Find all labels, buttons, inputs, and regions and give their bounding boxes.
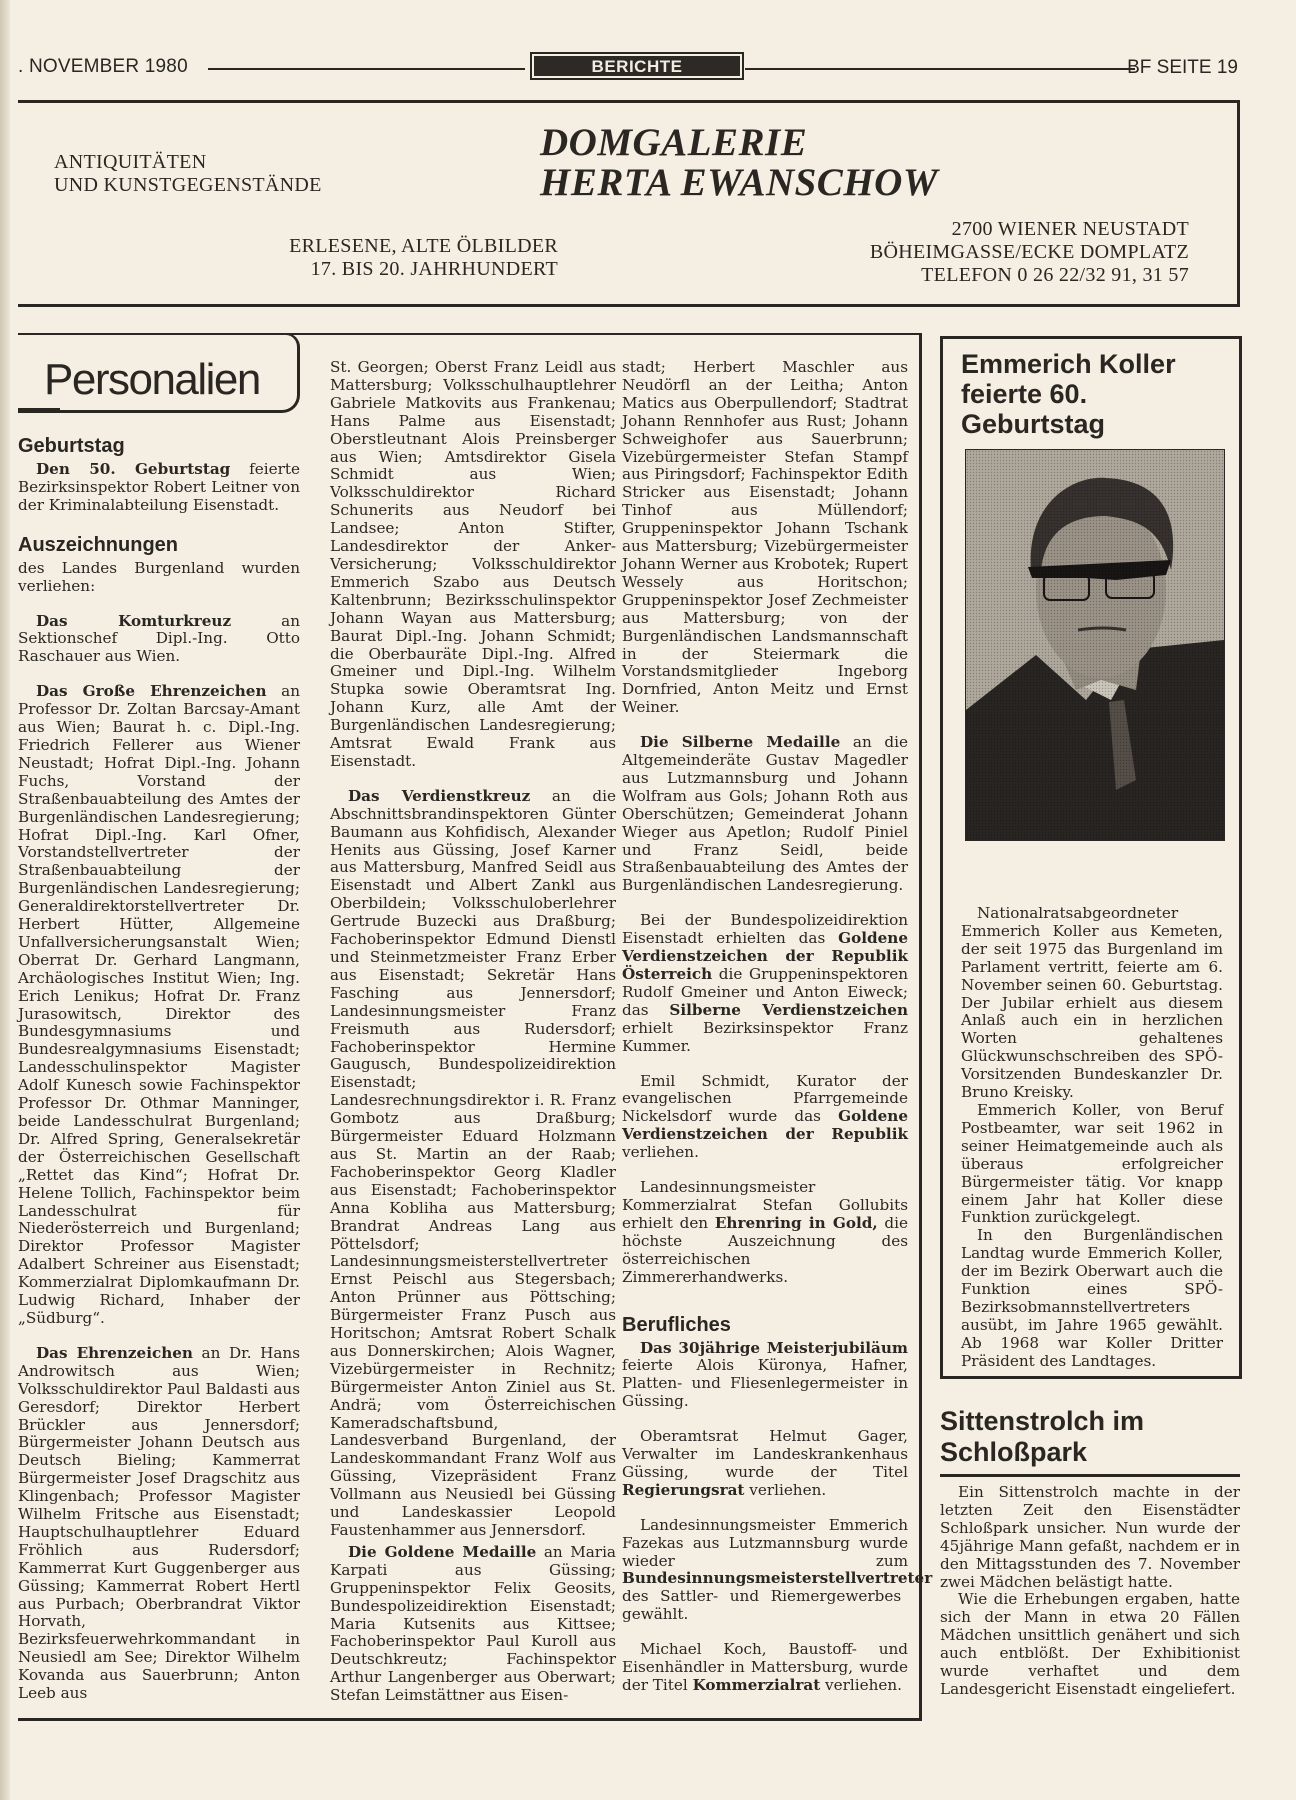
- header-rule-left: [208, 68, 525, 70]
- ad-address: [870, 218, 1189, 287]
- text: an die Altgemeinderäte Gustav Magedler aus Lutzmannsburg und Johann Wolfram aus Gols; Johann Roth aus Oberschützen; Gemeinderat Johann Wieger aus Apetlon; Rudolf Piniel und Franz Seidl, beide Straßenbauabteilung des Amtes der Burgenländischen Landesregierung.: [622, 733, 908, 895]
- text: die Gruppeninspektoren Rudolf Gmeiner und Anton Eiweck; das: [622, 965, 908, 1019]
- text: feierte Alois Küronya, Hafner, Platten- und Fliesenlegermeister in Güssing.: [622, 1356, 908, 1411]
- page-number: BF SEITE 19: [1127, 57, 1238, 78]
- bold-lead: Das 30jährige Meisterjubiläum: [640, 1338, 908, 1357]
- running-header: [18, 52, 1238, 82]
- paragraph: des Landes Burgenland wurden verliehen:: [18, 558, 300, 595]
- bold-text: Silberne Verdienstzeichen: [669, 1000, 908, 1019]
- koller-article-text: [961, 905, 1223, 1371]
- text: Michael Koch, Baustoff- und Eisenhändler in Mattersburg, wurde der Titel: [622, 1640, 908, 1694]
- text: Landesinnungsmeister Kommerzialrat Stefan Gollubits erhielt den: [622, 1178, 908, 1232]
- koller-portrait-photo: [965, 449, 1225, 841]
- section-badge: [530, 52, 744, 80]
- paragraph: In den Burgenländischen Landtag wurde Emmerich Koller, der im Bezirk Oberwart auch die Funktion eines SPÖ-Bezirksobmannstellvertreters ausübt, im Jahre 1965 gewählt. Ab 1968 war Koller Dritter Präsident des Landtages.: [961, 1226, 1223, 1370]
- issue-date: . NOVEMBER 1980: [18, 56, 188, 77]
- sittenstrolch-article: [940, 1406, 1240, 1699]
- section-label: BERICHTE: [534, 56, 740, 76]
- personalien-title: Personalien: [44, 355, 260, 404]
- bold-text: Regierungsrat: [622, 1480, 745, 1499]
- section-heading-geburtstag: Geburtstag: [18, 435, 125, 457]
- paragraph: Nationalratsabgeordneter Emmerich Koller aus Kemeten, der seit 1975 das Burgenland im Parlament vertritt, feierte am 6. November seinen 60. Geburtstag. Der Jubilar erhielt aus diesem Anlaß auch ein in herzlichen Worten gehaltenes Glückwunschschreiben des SPÖ-Vorsitzenden Bundeskanzler Dr. Bruno Kreisky.: [961, 904, 1223, 1102]
- bold-lead: Das Ehrenzeichen: [36, 1343, 193, 1362]
- bold-lead: Den 50. Geburtstag: [36, 460, 231, 478]
- paragraph: [330, 788, 616, 1540]
- paragraph: [622, 1179, 908, 1286]
- ad-address-line: 2700 WIENER NEUSTADT: [951, 218, 1189, 240]
- paragraph: [622, 1073, 908, 1163]
- paragraph: [330, 1544, 616, 1705]
- gallery-advertisement: [18, 100, 1240, 307]
- article-column-3: [622, 358, 933, 1695]
- bold-lead: Die Goldene Medaille: [348, 1542, 537, 1561]
- ad-tagline-line: UND KUNSTGEGENSTÄNDE: [54, 174, 322, 196]
- bold-lead: Das Verdienstkreuz: [348, 786, 531, 805]
- portrait-image: [966, 450, 1224, 840]
- text: an Sektionschef Dipl.-Ing. Otto Raschauer aus Wien.: [18, 611, 300, 666]
- text: verliehen.: [622, 1143, 699, 1162]
- section-heading-berufliches: Berufliches: [622, 1313, 731, 1336]
- text: des Sattler- und Riemergewerbes gewählt.: [622, 1587, 902, 1624]
- text: verliehen.: [744, 1480, 827, 1499]
- paragraph: [18, 461, 300, 515]
- koller-birthday-box: [940, 336, 1242, 1379]
- paragraph: St. Georgen; Oberst Franz Leidl aus Mattersburg; Volksschulhauptlehrer Gabriele Matkovits aus Frankenau; Hans Palme aus Eisenstadt; Oberstleutnant Alois Preinsberger aus Wien; Amtsdirektor Gisela Schmidt aus Wien; Volksschuldirektor Richard Schunerits aus Neudorf bei Landsee; Anton Stifter, Landesdirektor der Anker-Versicherung; Volksschuldirektor Emmerich Szabo aus Deutsch Kaltenbrunn; Bezirksschulinspektor Johann Wayan aus Mattersburg; Baurat Dipl.-Ing. Johann Schmidt; die Oberbauräte Dipl.-Ing. Alfred Gmeiner und Dipl.-Ing. Wilhelm Stupka sowie Oberamtsrat Ing. Johann Kurz, alle Amt der Burgenländischen Landesregierung; Amtsrat Ewald Frank aus Eisenstadt.: [330, 358, 616, 770]
- paragraph: [18, 1345, 300, 1703]
- text: die höchste Auszeichnung des österreichischen Zimmererhandwerks.: [622, 1213, 908, 1286]
- paragraph: Ein Sittenstrolch machte in der letzten Zeit den Eisenstädter Schloßpark unsicher. Nun wurde der 45jährige Mann gefaßt, nachdem er in den Mittagsstunden des 7. November zwei Mädchen belästigt hatte.: [940, 1483, 1240, 1591]
- bold-lead: Das Große Ehrenzeichen: [36, 682, 267, 701]
- paragraph: [622, 1428, 908, 1500]
- text: an Professor Dr. Zoltan Barcsay-Amant aus Wien; Baurat h. c. Dipl.-Ing. Friedrich Fellerer aus Wiener Neustadt; Hofrat Dipl.-Ing. Johann Fuchs, Vorstand der Straßenbauabteilung des Amtes der Burgenländischen Landesregierung; Hofrat Dipl.-Ing. Karl Ofner, Vorstandstellvertreter der Straßenbauabteilung der Burgenländischen Landesregierung; Generaldirektorstellvertreter Dr. Herbert Hütter, Allgemeine Unfallversicherungsanstalt Wien; Oberrat Dr. Gerhard Langmann, Archäologisches Institut Wien; Ing. Erich Lenikus; Hofrat Dr. Franz Jurasowitsch, Direktor des Bundesgymnasiums und Bundesrealgymnasiums Eisenstadt; Landesschulinspektor Magister Adolf Kunesch sowie Fachinspektor Professor Dr. Othmar Manninger, beide Landesschulrat Burgenland; Dr. Alfred Spring, Generalsekretär der Österreichischen Gesellschaft „Rettet das Kind“; Hofrat Dr. Helene Tollich, Fachinspektor beim Landesschulrat für Niederösterreich und Burgenland; Direktor Professor Magister Adalbert Schreiner aus Eisenstadt; Kommerzialrat Diplomkaufmann Dr. Ludwig Richard, Inhaber der „Südburg“.: [18, 682, 300, 1327]
- paragraph: Emmerich Koller, von Beruf Postbeamter, war seit 1962 in seiner Heimatgemeinde auch als überaus erfolgreicher Bürgermeister tätig. Vor knapp einem Jahr hat Koller diese Funktion zurückgelegt.: [961, 1100, 1223, 1227]
- paragraph: stadt; Herbert Maschler aus Neudörfl an der Leitha; Anton Matics aus Oberpullendorf; Stadtrat Johann Rennhofer aus Rust; Johann Schweighofer aus Sauerbrunn; Vizebürgermeister Stefan Stampf aus Piringsdorf; Fachinspektor Edith Stricker aus Eisenstadt; Johann Tinhof aus Müllendorf; Gruppeninspektor Johann Tschank aus Mattersburg; Vizebürgermeister Johann Werner aus Krobotek; Rupert Wessely aus Horitschon; Gruppeninspektor Josef Zechmeister aus Mattersburg; von der Burgenländischen Landsmannschaft in der Steiermark die Vorstandsmitglieder Ingeborg Dornfried, Anton Meitz und Ernst Weiner.: [622, 358, 908, 717]
- sittenstrolch-text: [940, 1484, 1240, 1699]
- ad-brand-line: DOMGALERIE: [540, 121, 808, 164]
- bold-text: Goldene Verdienstzeichen der Republik: [622, 1107, 908, 1144]
- bold-text: Kommerzialrat: [692, 1676, 821, 1694]
- text: erhielt Bezirksinspektor Franz Kummer.: [622, 1018, 908, 1055]
- text: an die Abschnittsbrandinspektoren Günter Baumann aus Kohfidisch, Alexander Henits aus Güssing, Josef Karner aus Mattersburg, Manfred Seidl aus Eisenstadt und Albert Zankl aus Oberbildein; Volksschuloberlehrer Gertrude Buzecki aus Draßburg; Fachoberinspektor Edmund Dienstl und Steinmetzmeister Franz Erber aus Eisenstadt; Sekretär Hans Fasching aus Jennersdorf; Landesinnungsmeister Franz Freismuth aus Rudersdorf; Fachoberinspektor Hermine Gaugusch, Bundespolizeidirektion Eisenstadt; Landesrechnungsdirektor i. R. Franz Gombotz aus Draßburg; Bürgermeister Eduard Holzmann aus St. Martin an der Raab; Fachoberinspektor Georg Kladler aus Eisenstadt; Fachoberinspektor Anna Kobliha aus Mattersburg; Brandrat Andreas Lang aus Pöttelsdorf; Landesinnungsmeisterstellvertreter Ernst Peischl aus Stegersbach; Anton Prünner aus Pöttsching; Bürgermeister Franz Pusch aus Horitschon; Amtsrat Robert Schalk aus Donnerskirchen; Alois Wagner, Vizebürgermeister in Rechnitz; Bürgermeister Anton Ziniel aus St. Andrä; vom Österreichischen Kameradschaftsbund, Landesverband Burgenland, der Landeskommandant Franz Wolf aus Güssing, Vizepräsident Franz Vollmann aus Neusiedl bei Güssing und Landeskassier Leopold Faustenhammer aus Jennersdorf.: [330, 786, 617, 1539]
- bold-lead: Das Komturkreuz: [36, 611, 232, 630]
- section-heading-auszeichnungen: Auszeichnungen: [18, 533, 179, 556]
- title-rule: [18, 408, 60, 410]
- article-column-1: [18, 434, 300, 1703]
- bold-text: Bundesinnungsmeisterstellvertreter: [622, 1569, 933, 1588]
- ad-address-line: BÖHEIMGASSE/ECKE DOMPLATZ: [869, 241, 1189, 263]
- paragraph: [622, 1641, 908, 1695]
- paragraph: [622, 912, 908, 1055]
- ad-offer-line: 17. BIS 20. JAHRHUNDERT: [310, 258, 558, 280]
- ad-tagline-line: ANTIQUITÄTEN: [54, 151, 207, 173]
- text: Emil Schmidt, Kurator der evangelischen Pfarrgemeinde Nickelsdorf wurde das: [622, 1071, 908, 1126]
- text: Bei der Bundespolizeidirektion Eisenstadt erhielten das: [622, 911, 908, 948]
- article-column-2: [330, 359, 616, 1705]
- ad-offer-line: ERLESENE, ALTE ÖLBILDER: [289, 235, 558, 257]
- ad-brand-line: HERTA EWANSCHOW: [540, 161, 938, 204]
- bold-text: Ehrenring in Gold,: [714, 1213, 878, 1232]
- text: verliehen.: [820, 1676, 902, 1694]
- ad-brand: [540, 123, 938, 203]
- text: an Maria Karpati aus Güssing; Gruppeninspektor Felix Geosits, Bundespolizeidirektion Eisenstadt; Maria Kutsenits aus Kittsee; Fachoberinspektor Paul Kuroll aus Deutschkreutz; Fachinspektor Arthur Langenberger aus Oberwart; Stefan Leimstättner aus Eisen-: [330, 1542, 616, 1705]
- text: an Dr. Hans Androwitsch aus Wien; Volksschuldirektor Paul Baldasti aus Geresdorf; Direktor Herbert Brückler aus Jennersdorf; Bürgermeister Johann Deutsch aus Deutsch Bieling; Kammerrat Bürgermeister Josef Dragschitz aus Klingenbach; Professor Magister Wilhelm Fritsche aus Eisenstadt; Hauptschulhauptlehrer Eduard Fröhlich aus Rudersdorf; Kammerrat Kurt Guggenberger aus Güssing; Kammerrat Robert Hertl aus Purbach; Oberbrandrat Viktor Horvath, Bezirksfeuerwehrkommandant in Neusiedl am See; Direktor Wilhelm Kovanda aus Sauerbrunn; Anton Leeb aus: [18, 1343, 300, 1703]
- text: Landesinnungsmeister Emmerich Fazekas aus Lutzmannsburg wurde wieder zum: [622, 1515, 908, 1570]
- ad-tagline: [54, 151, 322, 197]
- ad-offer: [198, 235, 558, 281]
- bold-text: Goldene Verdienstzeichen der Republik Österreich: [622, 929, 908, 983]
- paragraph: [622, 1515, 933, 1624]
- paragraph: [622, 1340, 908, 1412]
- bold-lead: Die Silberne Medaille: [640, 733, 841, 752]
- paragraph: [622, 734, 908, 895]
- text: feierte Bezirksinspektor Robert Leitner von der Kriminalabteilung Eisenstadt.: [18, 460, 300, 514]
- header-rule-right: [745, 68, 1135, 70]
- text: Oberamtsrat Helmut Gager, Verwalter im Landeskrankenhaus Güssing, wurde der Titel: [622, 1427, 908, 1481]
- koller-headline: Emmerich Koller feierte 60. Geburtstag: [961, 349, 1176, 439]
- paragraph: [18, 683, 300, 1328]
- paragraph: Wie die Erhebungen ergaben, hatte sich der Mann in etwa 20 Fällen Mädchen unsittlich genähert und sich auch entblößt. Der Exhibitionist wurde verhaftet und dem Landesgericht Eisenstadt eingeliefert.: [940, 1590, 1240, 1698]
- sittenstrolch-headline: Sittenstrolch im Schloßpark: [940, 1406, 1240, 1477]
- page-binding-edge: [0, 0, 10, 1800]
- paragraph: [18, 613, 300, 667]
- ad-phone: TELEFON 0 26 22/32 91, 31 57: [921, 264, 1189, 286]
